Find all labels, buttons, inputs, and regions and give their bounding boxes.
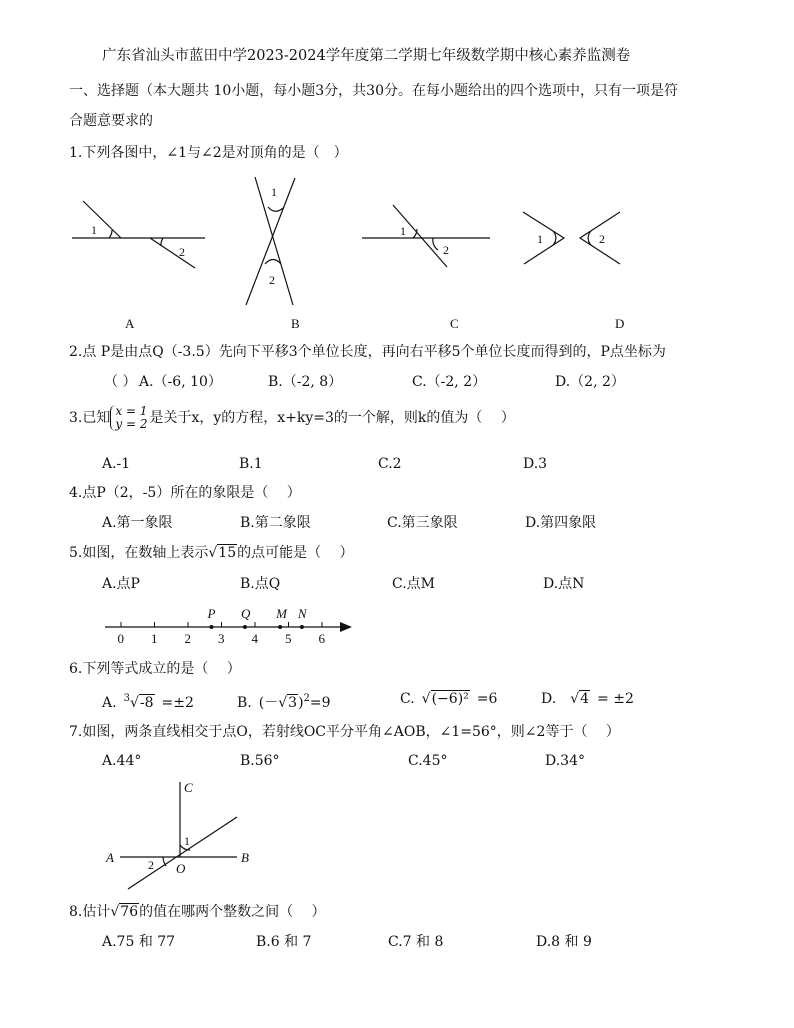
q1-c-angle2: 2 [443,243,449,257]
q6-c-label: C. [400,691,415,707]
q5-option-b: B.点Q [240,576,281,592]
q8-radicand: 76 [120,904,139,920]
q5-option-c: C.点M [392,576,435,592]
q1-d-angle1: 1 [537,232,543,246]
q7-label-c: C [184,780,193,795]
q6-b-label: B. [237,695,252,711]
q1-label-c: C [450,316,459,331]
q8-suffix: 的值在哪两个整数之间（ ） [139,904,326,920]
q6-b-rhs: =9 [309,695,331,711]
q6-b-exp: 2 [303,693,310,704]
number-line-tick-label: 0 [117,631,124,646]
sqrt-symbol: √ [110,904,120,920]
exam-title: 广东省汕头市蓝田中学2023-2024学年度第二学期七年级数学期中核心素养监测卷 [102,48,631,64]
q6-a-label: A. [102,695,117,711]
q6-stem: 6.下列等式成立的是（ ） [69,661,241,677]
sqrt-symbol: √ [208,545,218,561]
q1-label-d: D [615,316,625,331]
number-line-tick-label: 3 [218,631,225,646]
number-line-point-label: P [207,606,216,621]
q6-d-label: D. [541,691,557,707]
q8-option-c: C.7 和 8 [388,934,444,950]
q8-option-d: D.8 和 9 [536,934,592,950]
q6-a-radicand: -8 [139,695,154,711]
q1-a-angle1: 1 [91,223,97,237]
section-heading: 一、选择题（本大题共 10小题，每小题3分，共30分。在每小题给出的四个选项中，只有一项是符 [69,83,678,99]
number-line-tick-label: 4 [251,631,258,646]
q6-b-open: (－ [258,695,279,711]
q6-c-rhs: =6 [476,691,498,707]
q6-c-radicand: (−6)² [431,691,469,707]
q6-a-index: 3 [123,693,130,704]
q8-prefix: 8.估计 [69,904,111,920]
q4-option-c: C.第三象限 [387,515,458,531]
sqrt-symbol: √ [421,691,431,707]
q6-b-close: ) [298,695,304,711]
q5-option-d: D.点N [543,576,585,592]
q6-a-rhs: =±2 [161,695,194,711]
q3-prefix: 3.已知 [69,410,111,426]
q7-angle2: 2 [148,858,154,872]
q3-sys-y: y = 2 [115,417,148,431]
q8-stem [69,903,326,921]
q1-d-angle2: 2 [599,232,605,246]
q7-label-a: A [106,850,114,865]
section-heading-cont: 合题意要求的 [69,113,153,129]
q4-option-d: D.第四象限 [525,515,597,531]
number-line-tick-label: 5 [285,631,292,646]
q8-option-b: B.6 和 7 [256,934,312,950]
q1-label-b: B [291,316,300,331]
q1-a-angle2: 2 [179,245,185,259]
sqrt-symbol: √ [570,691,580,707]
q7-stem: 7.如图，两条直线相交于点O，若射线OC平分平角∠AOB，∠1=56°，则∠2等于（ ） [69,724,620,740]
q3-option-b: B.1 [239,456,263,472]
q1-b-angle1: 1 [271,185,277,199]
q5-radicand: 15 [218,545,237,561]
q2-option-d: D.（2, 2） [555,374,625,390]
number-line-point-label: Q [240,606,251,621]
q2-option-a: A.（-6, 10） [139,374,222,390]
q6-d-rhs: = ±2 [597,691,634,707]
q3-suffix: 是关于x，y的方程，x+ky=3的一个解，则k的值为（ ） [149,410,515,426]
q4-option-a: A.第一象限 [102,515,173,531]
q7-label-b: B [241,850,249,865]
q6-d-radicand: 4 [580,691,590,707]
q5-option-a: A.点P [102,576,140,592]
number-line-point-label: M [276,606,287,621]
q7-angle1: 1 [184,834,190,848]
q3-option-d: D.3 [523,456,548,472]
q7-option-b: B.56° [240,753,280,769]
q1-stem: 1.下列各图中，∠1与∠2是对顶角的是（ ） [69,145,348,161]
number-line-tick-label: 1 [151,631,158,646]
q4-option-b: B.第二象限 [240,515,311,531]
q5-prefix: 5.如图，在数轴上表示 [69,545,209,561]
q8-option-a: A.75 和 77 [102,934,176,950]
q1-b-angle2: 2 [269,273,275,287]
q2-option-b: B.（-2, 8） [268,374,343,390]
sqrt-symbol: √ [129,695,139,711]
sqrt-symbol: √ [278,695,288,711]
q2-paren: （ ） [104,374,137,390]
q1-c-angle1: 1 [400,224,406,238]
q2-option-c: C.（-2, 2） [412,374,487,390]
q7-label-o: O [176,861,186,876]
number-line-point-label: N [297,606,307,621]
q3-sys-x: x = 1 [115,404,148,418]
q7-option-c: C.45° [408,753,448,769]
q6-b-radicand: 3 [288,695,298,711]
q7-option-d: D.34° [545,753,585,769]
q1-label-a: A [125,316,135,331]
q3-option-a: A.-1 [102,456,131,472]
q3-option-c: C.2 [378,456,402,472]
number-line-tick-label: 6 [318,631,325,646]
number-line-tick-label: 2 [184,631,191,646]
q2-stem: 2.点 P是由点Q（-3.5）先向下平移3个单位长度，再向右平移5个单位长度而得到的，P点坐标为 [69,344,666,360]
q5-suffix: 的点可能是（ ） [237,545,354,561]
q4-stem: 4.点P（2，-5）所在的象限是（ ） [69,485,301,501]
q7-option-a: A.44° [102,753,142,769]
